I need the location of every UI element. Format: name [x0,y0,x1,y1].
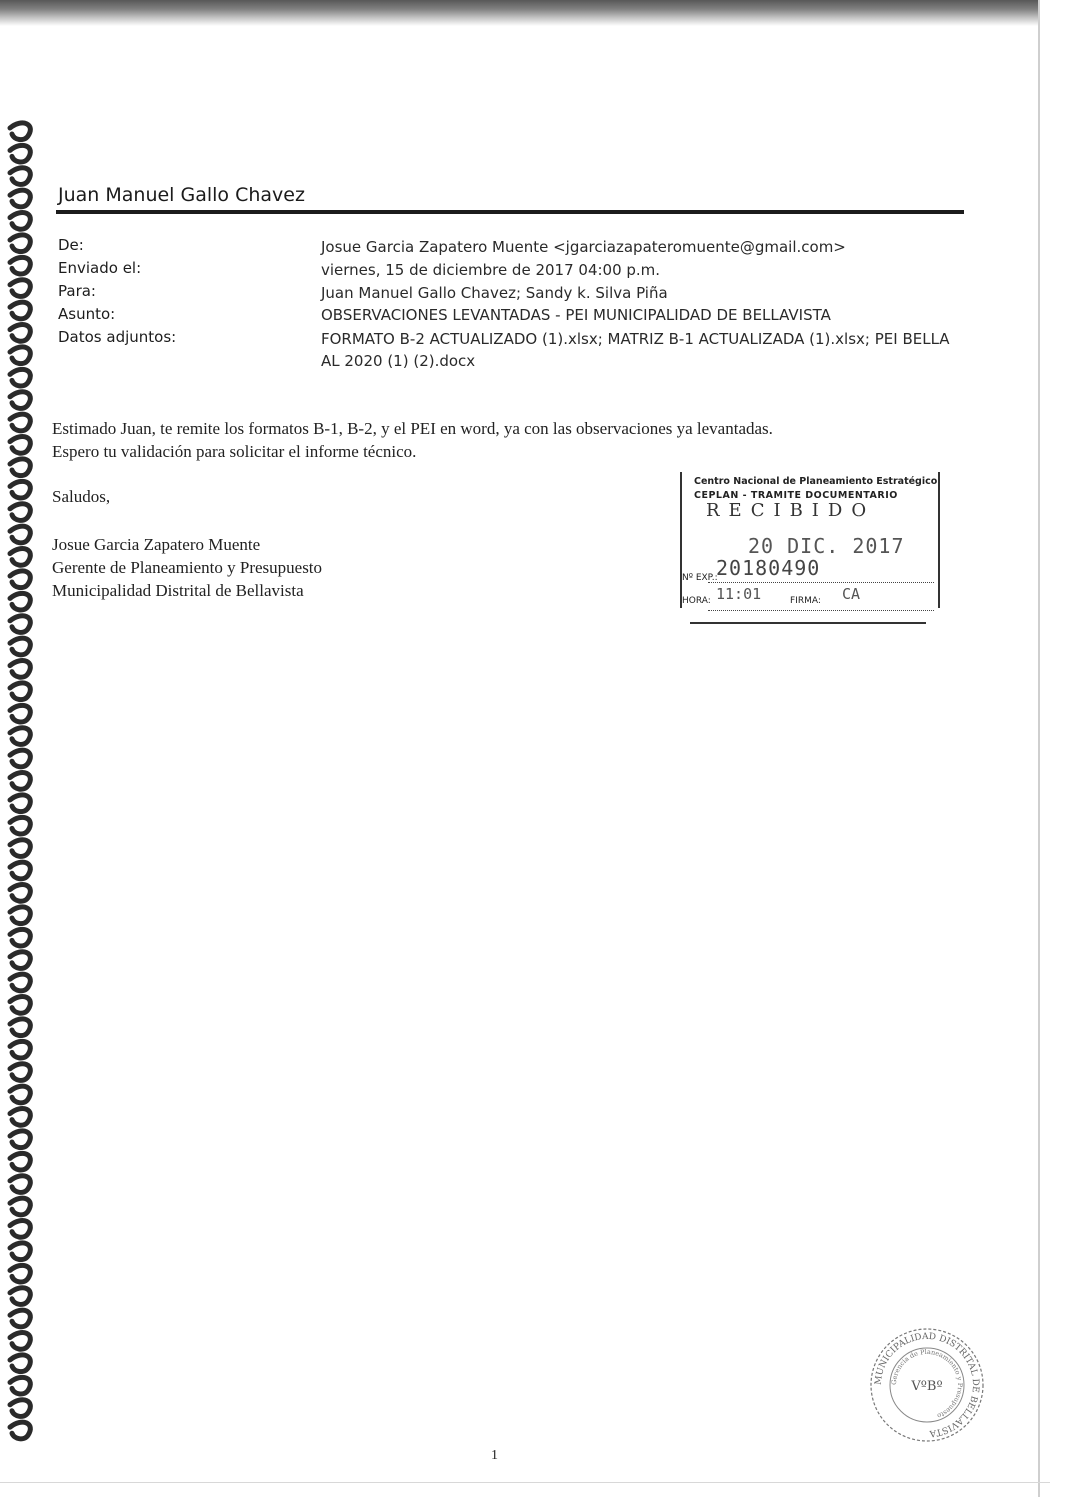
spiral-loop [10,190,30,207]
subject-label: Asunto: [58,305,116,323]
spiral-loop [10,616,30,633]
stamp-hora-label: HORA: [682,596,711,606]
stamp-date: 20 DIC. 2017 [748,534,905,558]
spiral-loop [10,773,30,790]
spiral-loop [10,661,30,678]
spiral-loop [10,1221,30,1238]
spiral-loop [10,907,30,924]
spiral-loop [10,1310,30,1327]
body-line-2: Espero tu validación para solicitar el informe técnico. [52,442,417,461]
spiral-loop [10,302,30,319]
spiral-loop [10,369,30,386]
spiral-loop [10,123,30,140]
spiral-loop [10,1333,30,1350]
spiral-loop [10,1355,30,1372]
spiral-loop [10,1131,30,1148]
attachments-label: Datos adjuntos: [58,328,177,346]
spiral-loop [10,593,30,610]
spiral-loop [10,952,30,969]
attachments-value: FORMATO B-2 ACTUALIZADO (1).xlsx; MATRIZ B-1 ACTUALIZADA (1).xlsx; PEI BELLA [321,330,950,348]
spiral-loop [10,392,30,409]
sent-value: viernes, 15 de diciembre de 2017 04:00 p.m. [321,261,661,279]
spiral-loop [10,1064,30,1081]
spiral-loop [10,885,30,902]
spiral-loop [10,571,30,588]
stamp-underline [690,622,926,624]
seal-outer-text: MUNICIPALIDAD DISTRITAL DE BELLAVISTA [873,1331,981,1439]
spiral-loop [10,974,30,991]
municipal-seal [868,1326,986,1444]
spiral-loop [10,549,30,566]
spiral-loop [10,728,30,745]
spiral-loop [10,1377,30,1394]
scan-edge-right [1038,0,1040,1497]
spiral-loop [10,280,30,297]
reception-stamp [680,472,942,612]
header-rule [56,210,964,214]
stamp-firma-label: FIRMA: [790,596,821,606]
spiral-loop [10,504,30,521]
spiral-loop [10,347,30,364]
attachments-value-cont: AL 2020 (1) (2).docx [321,352,476,370]
stamp-bottom-line [708,610,934,611]
spiral-loop [10,705,30,722]
spiral-loop [10,481,30,498]
spiral-loop [10,1288,30,1305]
signature-name: Josue Garcia Zapatero Muente [52,535,261,554]
spiral-loop [10,1176,30,1193]
spiral-loop [10,750,30,767]
spiral-loop [10,1041,30,1058]
spiral-loop [10,840,30,857]
spiral-loop [10,862,30,879]
stamp-department: CEPLAN - TRAMITE DOCUMENTARIO [694,490,898,501]
spiral-loop [10,1243,30,1260]
spiral-loop [10,325,30,342]
spiral-loop [10,683,30,700]
to-value: Juan Manuel Gallo Chavez; Sandy k. Silva Piña [321,284,668,302]
seal-inner-text: Gerencia de Planeamiento y Presupuesto [889,1347,965,1421]
scan-edge-top [0,0,1040,26]
spiral-loop [10,1153,30,1170]
sent-label: Enviado el: [58,259,142,277]
stamp-status: RECIBIDO [706,500,876,521]
spiral-loop [10,414,30,431]
spiral-loop [10,1422,30,1439]
spiral-loop [10,213,30,230]
seal-center-text: VºBº [911,1379,943,1394]
stamp-exp-value: 20180490 [716,556,821,580]
spiral-loop [10,1198,30,1215]
spiral-loop [10,1019,30,1036]
spiral-loop [10,817,30,834]
spiral-loop [10,145,30,162]
spiral-loop [10,168,30,185]
stamp-hora-value: 11:01 [716,585,762,603]
spiral-loop [10,638,30,655]
spiral-loop [10,929,30,946]
greeting: Saludos, [52,487,111,506]
spiral-binding [4,48,38,1468]
stamp-org-name: Centro Nacional de Planeamiento Estratégico [694,476,938,487]
from-label: De: [58,236,84,254]
signature-title: Gerente de Planeamiento y Presupuesto [52,558,323,577]
scan-edge-bottom [0,1482,1050,1483]
spiral-loop [10,257,30,274]
spiral-loop [10,437,30,454]
spiral-loop [10,1400,30,1417]
spiral-loop [10,997,30,1014]
spiral-loop [10,459,30,476]
body-line-1: Estimado Juan, te remite los formatos B-1, B-2, y el PEI en word, ya con las observaciones ya levantadas. [52,419,773,438]
from-value: Josue Garcia Zapatero Muente <jgarciazapateromuente@gmail.com> [321,238,846,256]
spiral-loop [10,1086,30,1103]
page-number: 1 [491,1448,498,1463]
spiral-loop [10,235,30,252]
spiral-loop [10,526,30,543]
signature-org: Municipalidad Distrital de Bellavista [52,581,304,600]
spiral-loop [10,795,30,812]
stamp-exp-line [708,582,934,583]
stamp-exp-label: Nº EXP.: [682,573,718,583]
header-name: Juan Manuel Gallo Chavez [58,184,305,206]
to-label: Para: [58,282,96,300]
spiral-loop [10,1109,30,1126]
stamp-firma-value: CA [842,585,861,603]
spiral-loop [10,1265,30,1282]
subject-value: OBSERVACIONES LEVANTADAS - PEI MUNICIPALIDAD DE BELLAVISTA [321,306,831,324]
